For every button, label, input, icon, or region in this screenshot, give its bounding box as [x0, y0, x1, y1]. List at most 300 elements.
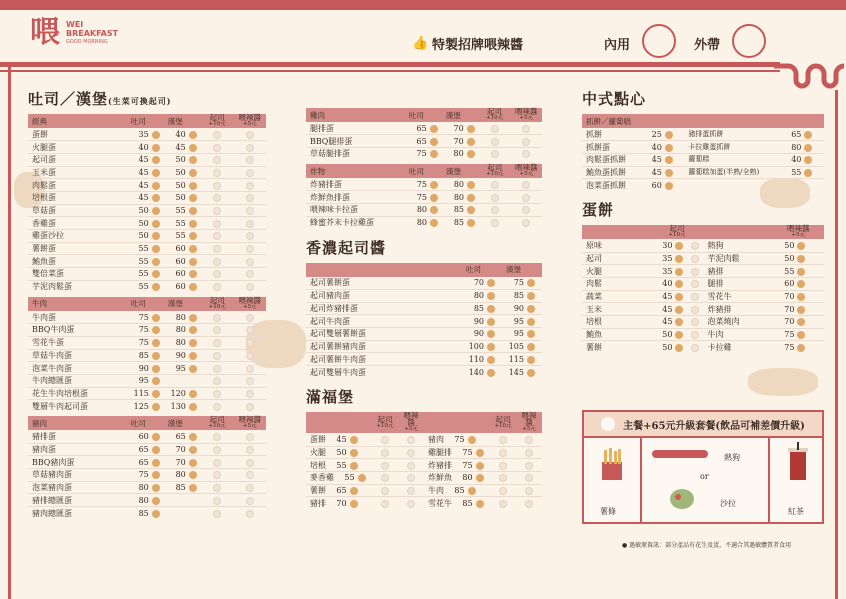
- item-name: 雞腿排 75: [424, 446, 490, 459]
- price-dot[interactable]: [152, 182, 160, 190]
- cheese-sauce-title: 香濃起司醬: [306, 238, 387, 257]
- price-dot[interactable]: [487, 356, 495, 364]
- add-on-circle[interactable]: [381, 449, 389, 457]
- price-dot[interactable]: [675, 331, 683, 339]
- add-on-circle[interactable]: [213, 232, 221, 240]
- price-dot[interactable]: [675, 242, 683, 250]
- menu-row: [582, 166, 824, 179]
- price-dot[interactable]: [675, 255, 683, 263]
- burger-price: 80: [442, 191, 479, 204]
- item-name: 蛋餅 45: [306, 433, 372, 446]
- item-name: 抓餅蛋: [582, 141, 640, 154]
- price-dot[interactable]: [189, 365, 197, 373]
- price-dot[interactable]: [675, 306, 683, 314]
- add-on-circle[interactable]: [213, 258, 221, 266]
- add-on-circle[interactable]: [525, 436, 533, 444]
- add-on-circle[interactable]: [246, 194, 254, 202]
- price-dot[interactable]: [152, 403, 160, 411]
- price-dot[interactable]: [476, 474, 484, 482]
- add-on-circle[interactable]: [246, 220, 254, 228]
- price-dot[interactable]: [675, 293, 683, 301]
- col-burger: 漢堡: [442, 164, 479, 178]
- add-on-circle[interactable]: [213, 169, 221, 177]
- add-on-circle[interactable]: [213, 207, 221, 215]
- menu-row: [582, 328, 824, 341]
- combo-checkbox[interactable]: [601, 417, 615, 431]
- add-on-circle[interactable]: [246, 403, 254, 411]
- add-on-circle[interactable]: [246, 433, 254, 441]
- price-dot[interactable]: [797, 344, 805, 352]
- price-dot[interactable]: [430, 150, 438, 158]
- cheese-sauce-blank: [306, 263, 462, 277]
- add-on-circle[interactable]: [246, 446, 254, 454]
- item-name: 雙層牛肉起司蛋: [28, 400, 127, 413]
- add-on-circle[interactable]: [213, 510, 221, 518]
- add-on-circle[interactable]: [213, 497, 221, 505]
- price-dot[interactable]: [152, 194, 160, 202]
- add-on-circle[interactable]: [246, 232, 254, 240]
- price-dot[interactable]: [350, 449, 358, 457]
- price-dot[interactable]: [468, 436, 476, 444]
- price-dot[interactable]: [467, 219, 475, 227]
- item-name: 腿排蛋: [310, 123, 334, 133]
- menu-row: [28, 255, 266, 268]
- price-dot[interactable]: [152, 220, 160, 228]
- price-dot[interactable]: [487, 279, 495, 287]
- price-dot[interactable]: [189, 352, 197, 360]
- add-on-circle[interactable]: [246, 339, 254, 347]
- burger-price: 60: [164, 280, 201, 293]
- add-on-circle[interactable]: [381, 500, 389, 508]
- price-dot[interactable]: [797, 280, 805, 288]
- price-dot[interactable]: [189, 446, 197, 454]
- add-on-circle[interactable]: [499, 500, 507, 508]
- add-on-circle[interactable]: [213, 339, 221, 347]
- burger-price: 80: [164, 324, 201, 337]
- add-on-circle[interactable]: [491, 138, 499, 146]
- add-on-circle[interactable]: [213, 365, 221, 373]
- price-dot[interactable]: [189, 131, 197, 139]
- toast-section: [28, 88, 266, 519]
- add-on-circle[interactable]: [691, 280, 699, 288]
- add-on-circle[interactable]: [491, 150, 499, 158]
- price-dot[interactable]: [152, 352, 160, 360]
- add-on-circle[interactable]: [246, 510, 254, 518]
- price-dot[interactable]: [675, 318, 683, 326]
- price-dot[interactable]: [189, 207, 197, 215]
- price-dot[interactable]: [476, 449, 484, 457]
- add-on-circle[interactable]: [246, 207, 254, 215]
- add-on-circle[interactable]: [213, 283, 221, 291]
- add-on-circle[interactable]: [246, 258, 254, 266]
- price-dot[interactable]: [430, 206, 438, 214]
- add-on-circle[interactable]: [246, 169, 254, 177]
- col-burger: 漢堡: [164, 114, 201, 128]
- item-price: 50: [772, 239, 824, 252]
- price-dot[interactable]: [189, 283, 197, 291]
- price-dot[interactable]: [665, 144, 673, 152]
- add-on-circle[interactable]: [407, 462, 415, 470]
- price-dot[interactable]: [804, 169, 812, 177]
- price-dot[interactable]: [527, 343, 535, 351]
- price-dot[interactable]: [665, 182, 673, 190]
- price-dot[interactable]: [152, 377, 160, 385]
- price-dot[interactable]: [467, 125, 475, 133]
- add-on-circle[interactable]: [213, 270, 221, 278]
- price-dot[interactable]: [189, 314, 197, 322]
- price-dot[interactable]: [804, 131, 812, 139]
- price-dot[interactable]: [189, 270, 197, 278]
- add-on-circle[interactable]: [246, 156, 254, 164]
- toast-price: 75: [405, 191, 442, 204]
- burger-price: 80: [164, 469, 201, 482]
- add-on-circle[interactable]: [213, 446, 221, 454]
- price-dot[interactable]: [152, 459, 160, 467]
- price-dot[interactable]: [797, 318, 805, 326]
- price-dot[interactable]: [152, 131, 160, 139]
- price-dot[interactable]: [189, 169, 197, 177]
- thumbs-up-icon: 👍: [412, 35, 429, 51]
- manfu-blank-2: [424, 412, 490, 433]
- price-dot[interactable]: [527, 292, 535, 300]
- add-on-circle[interactable]: [691, 293, 699, 301]
- price-dot[interactable]: [476, 462, 484, 470]
- add-on-circle[interactable]: [525, 462, 533, 470]
- add-on-circle[interactable]: [213, 403, 221, 411]
- add-on-circle[interactable]: [246, 270, 254, 278]
- add-on-circle[interactable]: [246, 314, 254, 322]
- add-on-circle[interactable]: [381, 474, 389, 482]
- price-dot[interactable]: [189, 471, 197, 479]
- toast-price: 85: [127, 349, 164, 362]
- add-on-circle[interactable]: [499, 449, 507, 457]
- add-on-circle[interactable]: [522, 206, 530, 214]
- burger-price: 95: [502, 328, 542, 341]
- price-dot[interactable]: [527, 279, 535, 287]
- add-on-circle[interactable]: [691, 331, 699, 339]
- add-on-circle[interactable]: [381, 487, 389, 495]
- toast-price: 75: [405, 147, 442, 160]
- add-on-circle[interactable]: [213, 314, 221, 322]
- add-on-circle[interactable]: [522, 181, 530, 189]
- burger-price: 60: [164, 242, 201, 255]
- price-dot[interactable]: [189, 232, 197, 240]
- menu-row: [306, 203, 542, 216]
- add-on-circle[interactable]: [491, 206, 499, 214]
- price-dot[interactable]: [152, 169, 160, 177]
- add-on-circle[interactable]: [691, 242, 699, 250]
- burger-price: 55: [164, 230, 201, 243]
- price-dot[interactable]: [189, 433, 197, 441]
- add-on-circle[interactable]: [381, 462, 389, 470]
- price-dot[interactable]: [152, 232, 160, 240]
- price-dot[interactable]: [527, 330, 535, 338]
- price-dot[interactable]: [152, 510, 160, 518]
- add-on-circle[interactable]: [525, 487, 533, 495]
- price-dot[interactable]: [350, 487, 358, 495]
- price-dot[interactable]: [430, 219, 438, 227]
- add-on-circle[interactable]: [246, 182, 254, 190]
- price-dot[interactable]: [189, 339, 197, 347]
- add-on-circle[interactable]: [246, 377, 254, 385]
- add-on-circle[interactable]: [213, 245, 221, 253]
- add-on-circle[interactable]: [499, 436, 507, 444]
- burger-price: 105: [502, 340, 542, 353]
- item-name: 喂辣味卡拉蛋: [306, 203, 405, 216]
- price-dot[interactable]: [189, 182, 197, 190]
- add-on-circle[interactable]: [213, 433, 221, 441]
- toast-price: 35: [127, 128, 164, 141]
- col-spicy: 喂辣醬 +5元: [233, 114, 266, 128]
- add-on-circle[interactable]: [246, 390, 254, 398]
- price-dot[interactable]: [152, 326, 160, 334]
- add-on-circle[interactable]: [246, 352, 254, 360]
- menu-row: [306, 497, 542, 510]
- item-name: 豬排蛋: [32, 432, 56, 442]
- price-dot[interactable]: [467, 150, 475, 158]
- add-on-circle[interactable]: [213, 390, 221, 398]
- add-on-circle[interactable]: [246, 459, 254, 467]
- menu-row: [28, 324, 266, 337]
- add-on-circle[interactable]: [213, 459, 221, 467]
- menu-row: [306, 446, 542, 459]
- add-on-circle[interactable]: [499, 474, 507, 482]
- add-on-circle[interactable]: [491, 125, 499, 133]
- menu-row: [306, 328, 542, 341]
- price-dot[interactable]: [430, 194, 438, 202]
- price-dot[interactable]: [358, 474, 366, 482]
- add-on-circle[interactable]: [522, 125, 530, 133]
- price-dot[interactable]: [797, 242, 805, 250]
- price-dot[interactable]: [487, 330, 495, 338]
- item-name: 牛肉: [703, 328, 772, 341]
- add-on-circle[interactable]: [213, 471, 221, 479]
- price-dot[interactable]: [487, 343, 495, 351]
- price-dot[interactable]: [189, 459, 197, 467]
- add-on-circle[interactable]: [407, 474, 415, 482]
- price-dot[interactable]: [430, 125, 438, 133]
- toast-price: 50: [127, 217, 164, 230]
- price-dot[interactable]: [152, 433, 160, 441]
- add-on-circle[interactable]: [691, 306, 699, 314]
- price-dot[interactable]: [189, 403, 197, 411]
- add-on-circle[interactable]: [246, 365, 254, 373]
- burger-price: 85: [164, 481, 201, 494]
- price-dot[interactable]: [152, 497, 160, 505]
- item-name: 炸豬排: [703, 303, 772, 316]
- add-on-circle[interactable]: [213, 220, 221, 228]
- price-dot[interactable]: [467, 138, 475, 146]
- price-dot[interactable]: [675, 280, 683, 288]
- black-tea-icon: [784, 442, 812, 484]
- price-dot[interactable]: [527, 369, 535, 377]
- add-on-circle[interactable]: [246, 471, 254, 479]
- add-on-circle[interactable]: [213, 156, 221, 164]
- eggroll-blank-2: [703, 225, 772, 239]
- add-on-circle[interactable]: [407, 500, 415, 508]
- price-dot[interactable]: [467, 194, 475, 202]
- menu-row: [582, 303, 824, 316]
- logo-line-2: BREAKFAST: [66, 28, 119, 38]
- burger-price: 115: [502, 353, 542, 366]
- price-dot[interactable]: [152, 484, 160, 492]
- toast-price: 45: [127, 166, 164, 179]
- price-dot[interactable]: [152, 390, 160, 398]
- price-dot[interactable]: [797, 306, 805, 314]
- price-dot[interactable]: [430, 181, 438, 189]
- add-on-circle[interactable]: [246, 131, 254, 139]
- add-on-circle[interactable]: [213, 194, 221, 202]
- add-on-circle[interactable]: [491, 181, 499, 189]
- item-name: 起司炸豬排蛋: [306, 302, 462, 315]
- header-divider-thin: [0, 70, 780, 72]
- takeout-checkbox[interactable]: [732, 24, 766, 58]
- price-dot[interactable]: [152, 446, 160, 454]
- add-on-circle[interactable]: [407, 487, 415, 495]
- price-dot[interactable]: [487, 292, 495, 300]
- add-on-circle[interactable]: [213, 144, 221, 152]
- price-dot[interactable]: [152, 283, 160, 291]
- price-dot[interactable]: [152, 339, 160, 347]
- price-dot[interactable]: [476, 500, 484, 508]
- price-dot[interactable]: [675, 268, 683, 276]
- add-on-circle[interactable]: [381, 436, 389, 444]
- price-dot[interactable]: [189, 220, 197, 228]
- price-dot[interactable]: [350, 436, 358, 444]
- price-dot[interactable]: [487, 369, 495, 377]
- price-dot[interactable]: [675, 344, 683, 352]
- price-dot[interactable]: [189, 390, 197, 398]
- add-on-circle[interactable]: [213, 352, 221, 360]
- price-dot[interactable]: [189, 326, 197, 334]
- add-on-circle[interactable]: [213, 377, 221, 385]
- hotdog-label: 熱狗: [724, 453, 740, 462]
- price-dot[interactable]: [467, 206, 475, 214]
- price-dot[interactable]: [152, 471, 160, 479]
- price-dot[interactable]: [189, 156, 197, 164]
- add-on-circle[interactable]: [522, 150, 530, 158]
- add-on-circle[interactable]: [499, 487, 507, 495]
- item-name: 腿排: [703, 278, 772, 291]
- or-label: or: [700, 472, 709, 481]
- price-dot[interactable]: [797, 268, 805, 276]
- manfu-blank-1: [306, 412, 372, 433]
- add-on-circle[interactable]: [522, 138, 530, 146]
- eggroll-blank-1: [582, 225, 650, 239]
- add-on-circle[interactable]: [491, 219, 499, 227]
- item-name: 肉鬆蛋抓餅: [582, 153, 640, 166]
- price-dot[interactable]: [152, 270, 160, 278]
- price-dot[interactable]: [527, 356, 535, 364]
- pork-header: 豬肉: [28, 416, 127, 430]
- price-dot[interactable]: [487, 305, 495, 313]
- add-on-circle[interactable]: [407, 436, 415, 444]
- price-dot[interactable]: [152, 156, 160, 164]
- dine-in-checkbox[interactable]: [642, 24, 676, 58]
- toast-price: 75: [127, 336, 164, 349]
- price-dot[interactable]: [804, 156, 812, 164]
- add-on-circle[interactable]: [246, 144, 254, 152]
- add-on-circle[interactable]: [522, 194, 530, 202]
- price-dot[interactable]: [527, 305, 535, 313]
- price-dot[interactable]: [152, 207, 160, 215]
- add-on-circle[interactable]: [691, 255, 699, 263]
- price-dot[interactable]: [468, 487, 476, 495]
- item-name: 豬排蛋抓餅: [688, 129, 724, 138]
- price-dot[interactable]: [804, 144, 812, 152]
- price-dot[interactable]: [189, 245, 197, 253]
- price-dot[interactable]: [189, 144, 197, 152]
- price-dot[interactable]: [487, 318, 495, 326]
- add-on-circle[interactable]: [246, 326, 254, 334]
- price-dot[interactable]: [152, 258, 160, 266]
- add-on-circle[interactable]: [525, 500, 533, 508]
- add-on-circle[interactable]: [246, 283, 254, 291]
- add-on-circle[interactable]: [246, 497, 254, 505]
- price-dot[interactable]: [797, 331, 805, 339]
- price-dot[interactable]: [189, 194, 197, 202]
- price-dot[interactable]: [152, 144, 160, 152]
- price-dot[interactable]: [152, 245, 160, 253]
- add-on-circle[interactable]: [691, 268, 699, 276]
- price-dot[interactable]: [350, 500, 358, 508]
- price-dot[interactable]: [152, 365, 160, 373]
- price-dot[interactable]: [350, 462, 358, 470]
- add-on-circle[interactable]: [525, 474, 533, 482]
- item-name: 蔬菜: [582, 290, 650, 303]
- burger-price: 80: [442, 178, 479, 191]
- add-on-circle[interactable]: [499, 462, 507, 470]
- add-on-circle[interactable]: [213, 484, 221, 492]
- price-dot[interactable]: [527, 318, 535, 326]
- add-on-circle[interactable]: [522, 219, 530, 227]
- item-name: 蘿蔔糕: [684, 153, 779, 166]
- price-dot[interactable]: [797, 255, 805, 263]
- price-dot[interactable]: [797, 293, 805, 301]
- price-dot[interactable]: [665, 169, 673, 177]
- add-on-circle[interactable]: [691, 318, 699, 326]
- price-dot[interactable]: [665, 131, 673, 139]
- add-on-circle[interactable]: [691, 344, 699, 352]
- price-dot[interactable]: [430, 138, 438, 146]
- menu-row: [28, 469, 266, 482]
- add-on-circle[interactable]: [407, 449, 415, 457]
- menu-row: [28, 387, 266, 400]
- price-dot[interactable]: [189, 484, 197, 492]
- toast-price: 55: [127, 268, 164, 281]
- fried-table: [306, 164, 542, 229]
- col-spicy: 喂辣醬 +5元: [398, 412, 424, 433]
- add-on-circle[interactable]: [246, 245, 254, 253]
- item-name: 起司薯餅豬肉蛋: [306, 340, 462, 353]
- price-dot[interactable]: [189, 258, 197, 266]
- item-name: 草菇腿排蛋: [306, 147, 405, 160]
- add-on-circle[interactable]: [213, 182, 221, 190]
- chinese-title: 中式點心: [582, 90, 647, 108]
- add-on-circle[interactable]: [525, 449, 533, 457]
- menu-row: [306, 459, 542, 472]
- add-on-circle[interactable]: [246, 484, 254, 492]
- price-dot[interactable]: [152, 314, 160, 322]
- add-on-circle[interactable]: [491, 194, 499, 202]
- item-price: [779, 179, 824, 192]
- add-on-circle[interactable]: [213, 131, 221, 139]
- price-dot[interactable]: [665, 156, 673, 164]
- price-dot[interactable]: [467, 181, 475, 189]
- add-on-circle[interactable]: [213, 326, 221, 334]
- item-name: 鮪魚蛋: [28, 255, 127, 268]
- item-price: 70: [772, 290, 824, 303]
